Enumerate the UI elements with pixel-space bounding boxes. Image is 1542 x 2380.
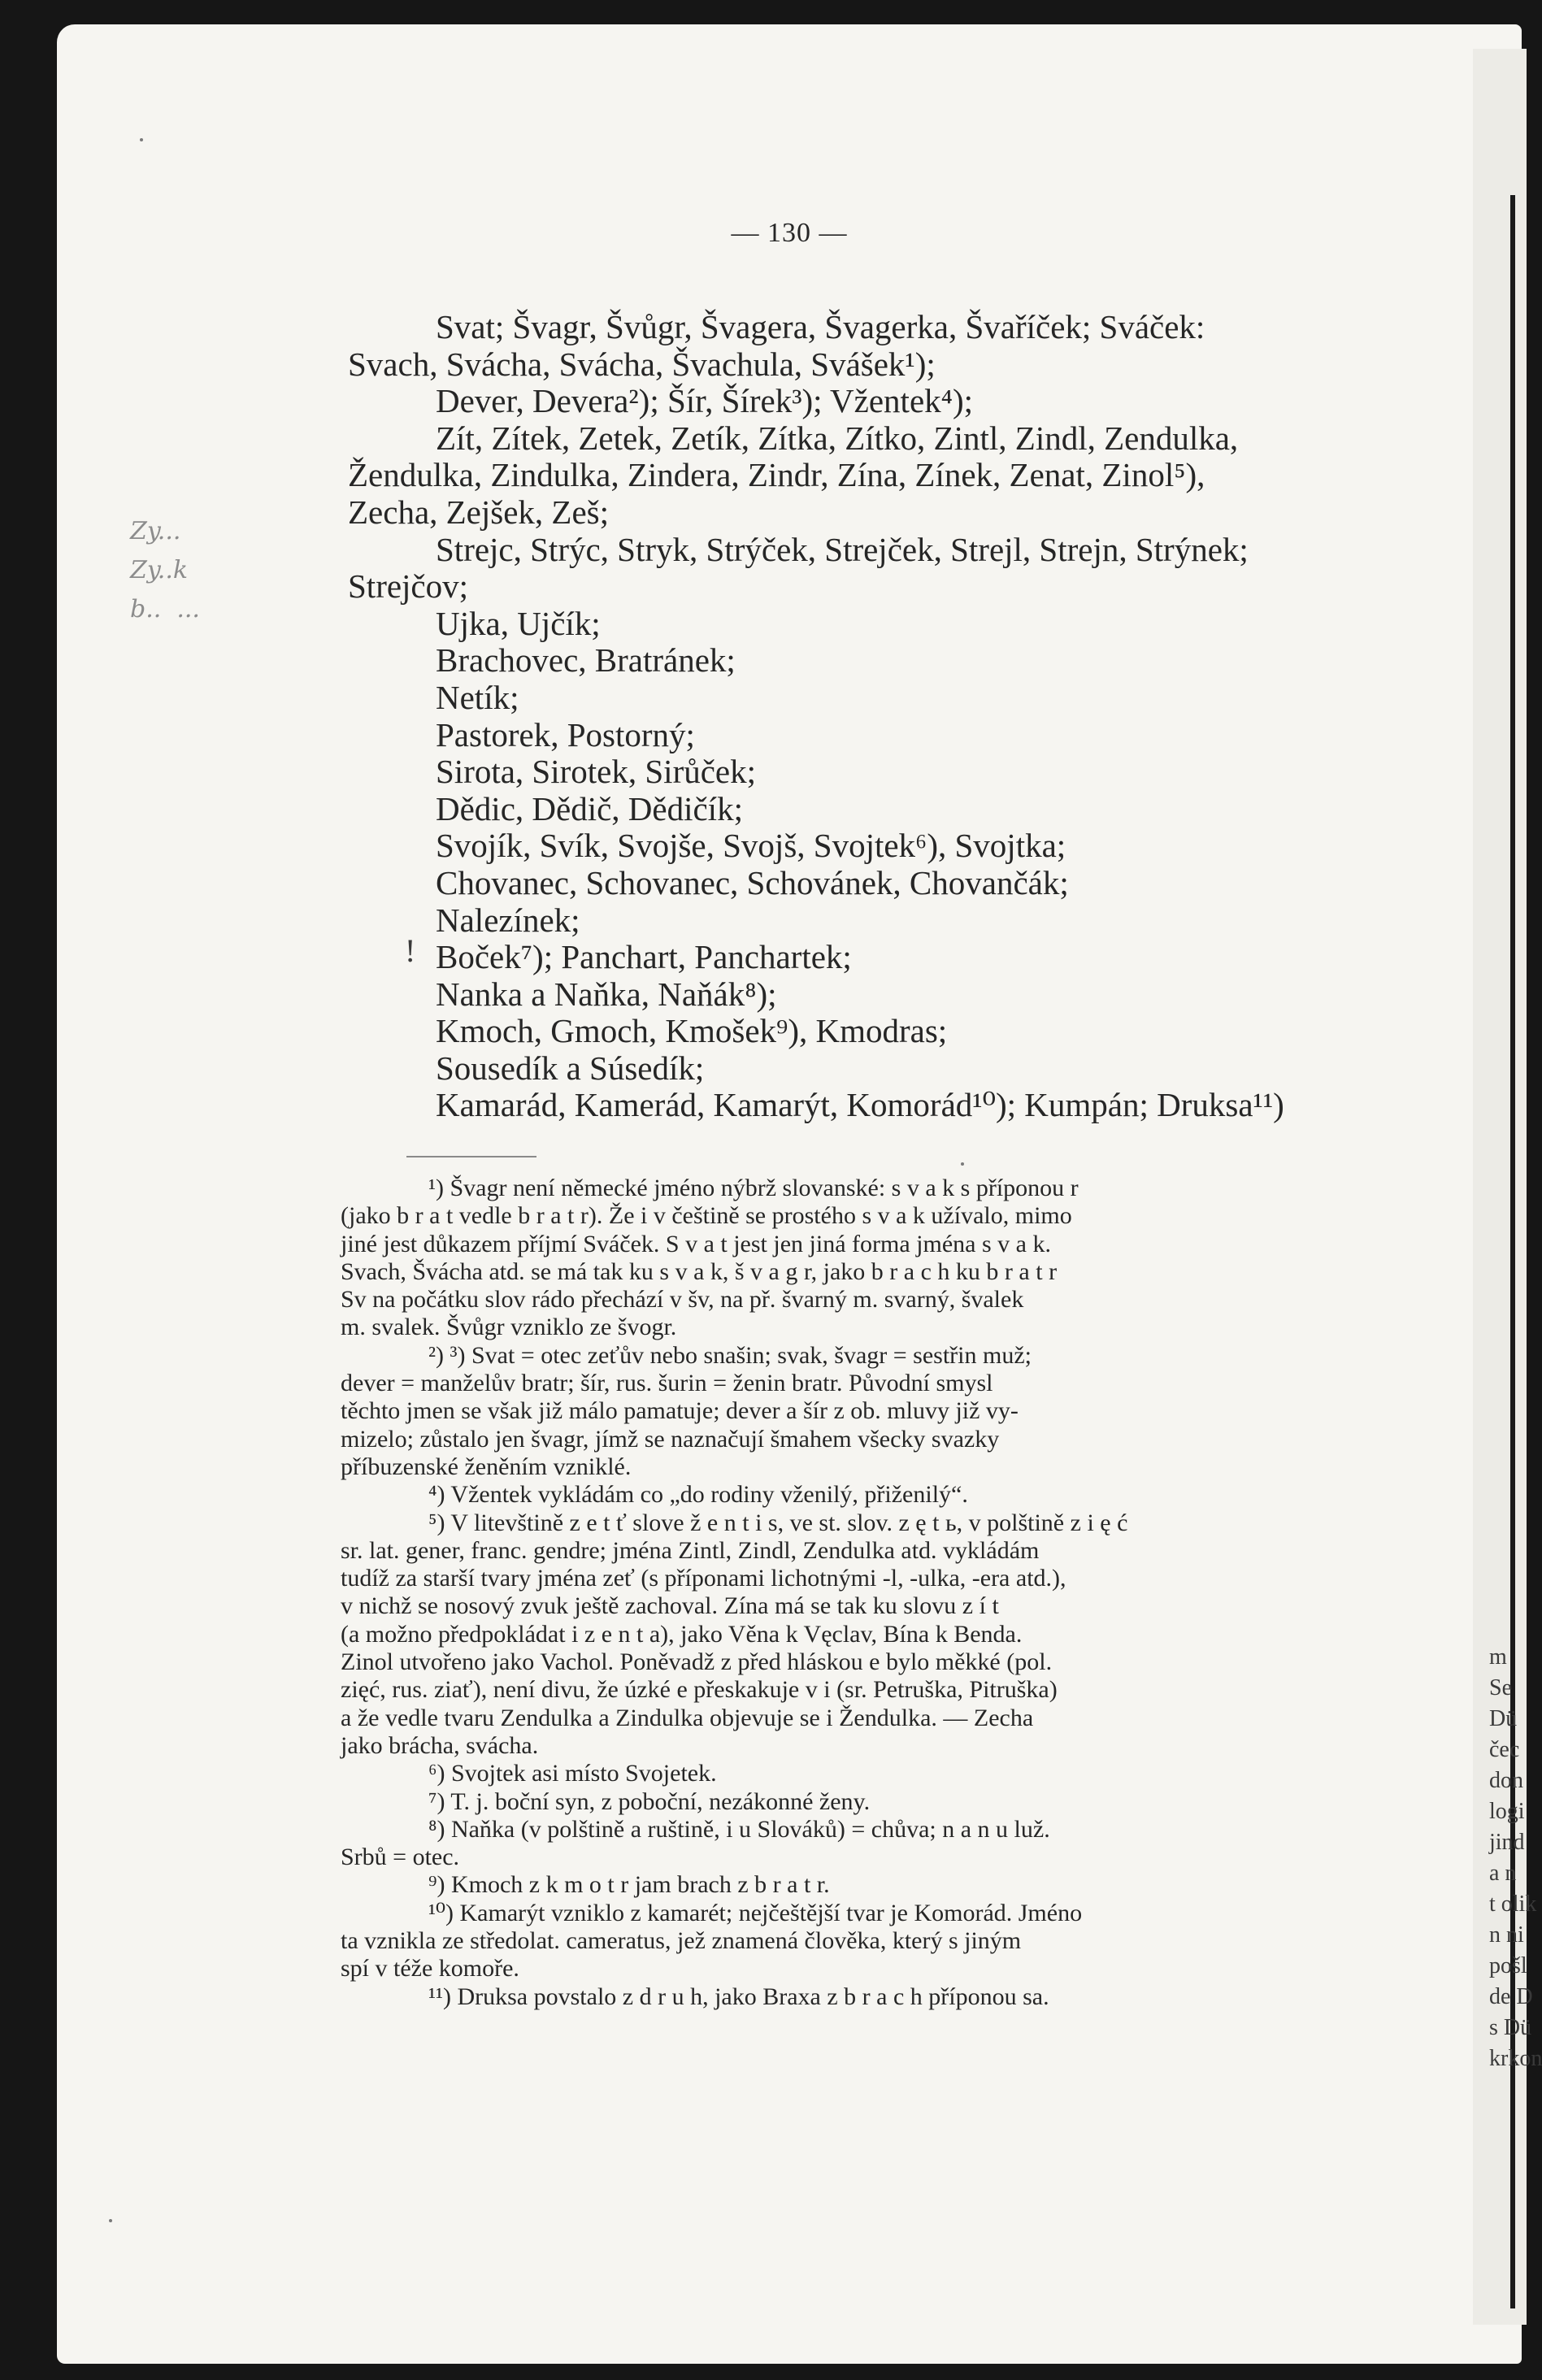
footnote-line: příbuzenské ženěním vzniklé. <box>341 1453 632 1480</box>
edge-fragment: s Dü <box>1489 2015 1532 2040</box>
edge-fragment: pošl <box>1489 1953 1527 1978</box>
entry-line: Svat; Švagr, Švůgr, Švagera, Švagerka, Švaříček; Sváček: <box>436 308 1205 345</box>
adjacent-page-text <box>1489 1642 1542 2074</box>
footnote-line: m. svalek. Švůgr vzniklo ze švogr. <box>341 1314 677 1341</box>
name-list <box>348 309 1445 1124</box>
footnote-line: zięć, rus. ziať), není divu, že úzké e přeskakuje v i (sr. Petruška, Pitruška) <box>341 1676 1058 1704</box>
footnote-line: ¹) Švagr není německé jméno nýbrž slovanské: s v a k s příponou r <box>428 1175 1079 1201</box>
margin-exclamation-mark: ! <box>405 932 416 969</box>
entry-line: Dědic, Dědič, Dědičík; <box>436 789 743 827</box>
entry-line: Zecha, Zejšek, Zeš; <box>348 493 610 531</box>
entry-line: Svach, Svácha, Svácha, Švachula, Svášek¹); <box>348 345 936 383</box>
footnote-line: ⁷) T. j. boční syn, z poboční, nezákonné ženy. <box>428 1787 871 1815</box>
margin-handwriting <box>130 512 200 629</box>
footnote-line: Svach, Švácha atd. se má tak ku s v a k, š v a g r, jako b r a c h ku b r a t r <box>341 1257 1058 1285</box>
entry-line: Nalezínek; <box>436 901 580 939</box>
edge-fragment: logi <box>1489 1799 1525 1824</box>
footnote-line: ¹¹) Druksa povstalo z d r u h, jako Braxa z b r a c h příponou sa. <box>428 1983 1049 2010</box>
entry-line: Strejčov; <box>348 567 469 606</box>
entry-line: Ujka, Ujčík; <box>436 604 601 642</box>
handwritten-note: Zy... <box>130 517 181 545</box>
entry-line: Chovanec, Schovanec, Schovánek, Chovančák; <box>436 863 1069 901</box>
footnote-line: ⁵) V litevštině z e t ť slove ž e n t i s, ve st. slov. z ę t ь, v polštině z i ę ć <box>428 1509 1128 1536</box>
entry-line: Boček⁷); Panchart, Panchartek; <box>436 938 852 976</box>
footnote-line: sr. lat. gener, franc. gendre; jména Zintl, Zindl, Zendulka atd. vykládám <box>341 1536 1040 1564</box>
entry-line: Svojík, Svík, Svojše, Svojš, Svojtek⁶), Svojtka; <box>436 827 1066 865</box>
footnote-divider <box>406 1156 536 1157</box>
footnote-line: ²) ³) Svat = otec zeťův nebo snašin; svak, švagr = sestřin muž; <box>428 1341 1032 1369</box>
entry-line: Dever, Devera²); Šír, Šírek³); Vžentek⁴); <box>436 382 973 420</box>
footnote-line: ta vznikla ze středolat. cameratus, jež znamená člověka, který s jiným <box>341 1927 1022 1955</box>
handwritten-note: Zy..k <box>130 556 189 584</box>
footnote-line: ⁸) Naňka (v polštině a ruštině, i u Slováků) = chůva; n a n u luž. <box>428 1815 1050 1843</box>
entry-line: Zít, Zítek, Zetek, Zetík, Zítka, Zítko, Zintl, Zindl, Zendulka, <box>436 419 1239 457</box>
edge-fragment: de D <box>1489 1984 1533 2009</box>
footnote-line: (a možno předpokládat i z e n t a), jako Věna k Vęclav, Bína k Benda. <box>341 1620 1023 1648</box>
footnote-line: Srbů = otec. <box>341 1844 460 1871</box>
entry-line: Kmoch, Gmoch, Kmošek⁹), Kmodras; <box>436 1012 948 1050</box>
entry-line: Pastorek, Postorný; <box>436 715 695 754</box>
edge-fragment: Se <box>1489 1675 1512 1700</box>
book-page <box>57 24 1522 2364</box>
paper-speck <box>140 138 143 141</box>
page-number: — 130 — <box>731 218 848 248</box>
entry-line: Kamarád, Kamerád, Kamarýt, Komorád¹⁰); Kumpán; Druksa¹¹) <box>436 1086 1284 1124</box>
edge-fragment: m <box>1489 1644 1507 1670</box>
footnote-line: a že vedle tvaru Zendulka a Zindulka objevuje se i Žendulka. — Zecha <box>341 1704 1034 1731</box>
handwritten-note: b.. ... <box>130 595 200 623</box>
entry-line: Sousedík a Súsedík; <box>436 1049 705 1087</box>
footnote-line: Zinol utvořeno jako Vachol. Poněvadž z před hláskou e bylo měkké (pol. <box>341 1648 1053 1676</box>
footnote-line: ⁴) Vžentek vykládám co „do rodiny vženilý, přiženilý“. <box>428 1481 968 1509</box>
edge-fragment: čec <box>1489 1737 1520 1762</box>
footnote-line: dever = manželův bratr; šír, rus. šurin = ženin bratr. Původní smysl <box>341 1370 993 1397</box>
footnote-line: tudíž za starší tvary jména zeť (s příponami lichotnými -l, -ulka, -era atd.), <box>341 1565 1066 1592</box>
footnote-line: (jako b r a t vedle b r a t r). Že i v češtině se prostého s v a k užívalo, mimo <box>341 1202 1072 1230</box>
entry-line: Žendulka, Zindulka, Zindera, Zindr, Zína, Zínek, Zenat, Zinol⁵), <box>348 456 1205 494</box>
footnote-line: mizelo; zůstalo jen švagr, jímž se naznačují šmahem všecky svazky <box>341 1425 1000 1453</box>
footnote-line: těchto jmen se však již málo pamatuje; dever a šír z ob. mluvy již vy- <box>341 1397 1019 1425</box>
edge-fragment: jind <box>1489 1830 1525 1855</box>
edge-fragment: don <box>1489 1768 1523 1793</box>
edge-fragment: n ni <box>1489 1922 1524 1948</box>
edge-fragment: t olik <box>1489 1891 1537 1917</box>
entry-line: Nanka a Naňka, Naňák⁸); <box>436 975 777 1013</box>
edge-fragment: Dü <box>1489 1706 1518 1731</box>
footnote-line: ⁶) Svojtek asi místo Svojetek. <box>428 1760 717 1787</box>
footnote-line: spí v téže komoře. <box>341 1955 519 1983</box>
entry-line: Strejc, Strýc, Stryk, Strýček, Strejček, Strejl, Strejn, Strýnek; <box>436 530 1249 568</box>
paper-speck <box>961 1162 964 1166</box>
edge-fragment: krkon <box>1489 2046 1542 2071</box>
footnote-line: v nichž se nosový zvuk ještě zachoval. Zína má se tak ku slovu z í t <box>341 1592 999 1620</box>
entry-line: Netík; <box>436 678 519 716</box>
footnote-line: jiné jest důkazem příjmí Sváček. S v a t jest jen jiná forma jména s v a k. <box>341 1230 1051 1257</box>
entry-line: Sirota, Sirotek, Sirůček; <box>436 753 757 791</box>
paper-speck <box>109 2219 112 2222</box>
entry-line: Brachovec, Bratránek; <box>436 641 736 680</box>
footnote-line: ⁹) Kmoch z k m o t r jam brach z b r a t r. <box>428 1871 830 1899</box>
footnote-line: ¹⁰) Kamarýt vzniklo z kamarét; nejčeštější tvar je Komorád. Jméno <box>428 1899 1083 1926</box>
footnotes <box>341 1175 1430 2011</box>
footnote-line: Sv na počátku slov rádo přechází v šv, na př. švarný m. svarný, švalek <box>341 1286 1024 1314</box>
edge-fragment: a n <box>1489 1861 1517 1886</box>
footnote-line: jako brácha, svácha. <box>341 1731 539 1759</box>
